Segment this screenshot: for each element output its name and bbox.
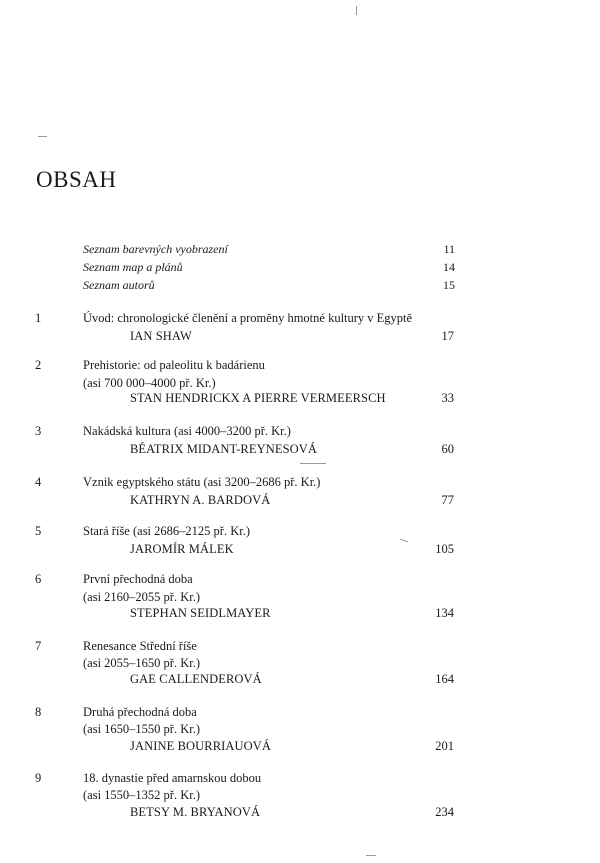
chapter-title: Úvod: chronologické členění a proměny hmotné kultury v Egyptě	[83, 311, 413, 325]
chapter-dates: (asi 2055–1650 př. Kr.)	[83, 656, 200, 670]
scan-speck	[400, 539, 408, 543]
chapter-title: Stará říše (asi 2686–2125 př. Kr.)	[83, 524, 250, 538]
front-matter-item[interactable]	[83, 240, 458, 258]
front-matter-page: 11	[443, 242, 455, 256]
chapter-title: Prehistorie: od paleolitu k badárienu	[83, 358, 265, 372]
front-matter-page: 15	[443, 278, 455, 292]
chapter-number: 7	[35, 639, 42, 653]
chapter-page: 201	[435, 739, 454, 753]
scan-speck	[38, 136, 47, 137]
chapter-dates: (asi 1550–1352 př. Kr.)	[83, 788, 200, 802]
front-matter-item[interactable]	[83, 258, 458, 276]
chapter-page: 33	[441, 391, 454, 405]
chapter-number: 1	[35, 311, 42, 325]
chapter-author: BÉATRIX MIDANT-REYNESOVÁ	[130, 442, 318, 456]
front-matter-title: Seznam autorů	[83, 278, 155, 292]
chapter-page: 77	[441, 493, 454, 507]
front-matter-item[interactable]	[83, 276, 458, 294]
chapter-title: Vznik egyptského státu (asi 3200–2686 př. Kr.)	[83, 475, 321, 489]
chapter-title: Nakádská kultura (asi 4000–3200 př. Kr.)	[83, 424, 291, 438]
chapter-title: První přechodná doba	[83, 572, 193, 586]
front-matter-page: 14	[443, 260, 455, 274]
chapter-author: STAN HENDRICKX A PIERRE VERMEERSCH	[130, 391, 386, 405]
front-matter-list	[83, 240, 458, 294]
chapter-author: STEPHAN SEIDLMAYER	[130, 606, 271, 620]
chapter-number: 6	[35, 572, 42, 586]
scan-speck	[300, 463, 326, 464]
chapter-title: Renesance Střední říše	[83, 639, 197, 653]
chapter-number: 4	[35, 475, 42, 489]
chapter-page: 60	[441, 442, 454, 456]
chapter-author: JAROMÍR MÁLEK	[130, 542, 234, 556]
front-matter-title: Seznam barevných vyobrazení	[83, 242, 228, 256]
chapter-title: 18. dynastie před amarnskou dobou	[83, 771, 262, 785]
chapter-number: 9	[35, 771, 42, 785]
chapter-page: 164	[435, 672, 454, 686]
chapter-dates: (asi 700 000–4000 př. Kr.)	[83, 376, 216, 390]
chapter-dates: (asi 1650–1550 př. Kr.)	[83, 722, 200, 736]
chapter-page: 134	[435, 606, 454, 620]
chapter-number: 8	[35, 705, 42, 719]
scan-speck	[366, 855, 376, 856]
chapter-title: Druhá přechodná doba	[83, 705, 197, 719]
chapter-author: BETSY M. BRYANOVÁ	[130, 805, 261, 819]
chapter-author: JANINE BOURRIAUOVÁ	[130, 739, 272, 753]
chapter-author: GAE CALLENDEROVÁ	[130, 672, 262, 686]
chapter-number: 3	[35, 424, 42, 438]
chapter-number: 2	[35, 358, 42, 372]
chapter-page: 234	[435, 805, 454, 819]
chapter-page: 105	[435, 542, 454, 556]
page-title: OBSAH	[36, 167, 117, 192]
scan-speck	[356, 6, 357, 15]
front-matter-title: Seznam map a plánů	[83, 260, 183, 274]
chapter-number: 5	[35, 524, 42, 538]
chapter-author: IAN SHAW	[130, 329, 192, 343]
chapter-author: KATHRYN A. BARDOVÁ	[130, 493, 271, 507]
chapter-page: 17	[441, 329, 454, 343]
chapter-dates: (asi 2160–2055 př. Kr.)	[83, 590, 200, 604]
